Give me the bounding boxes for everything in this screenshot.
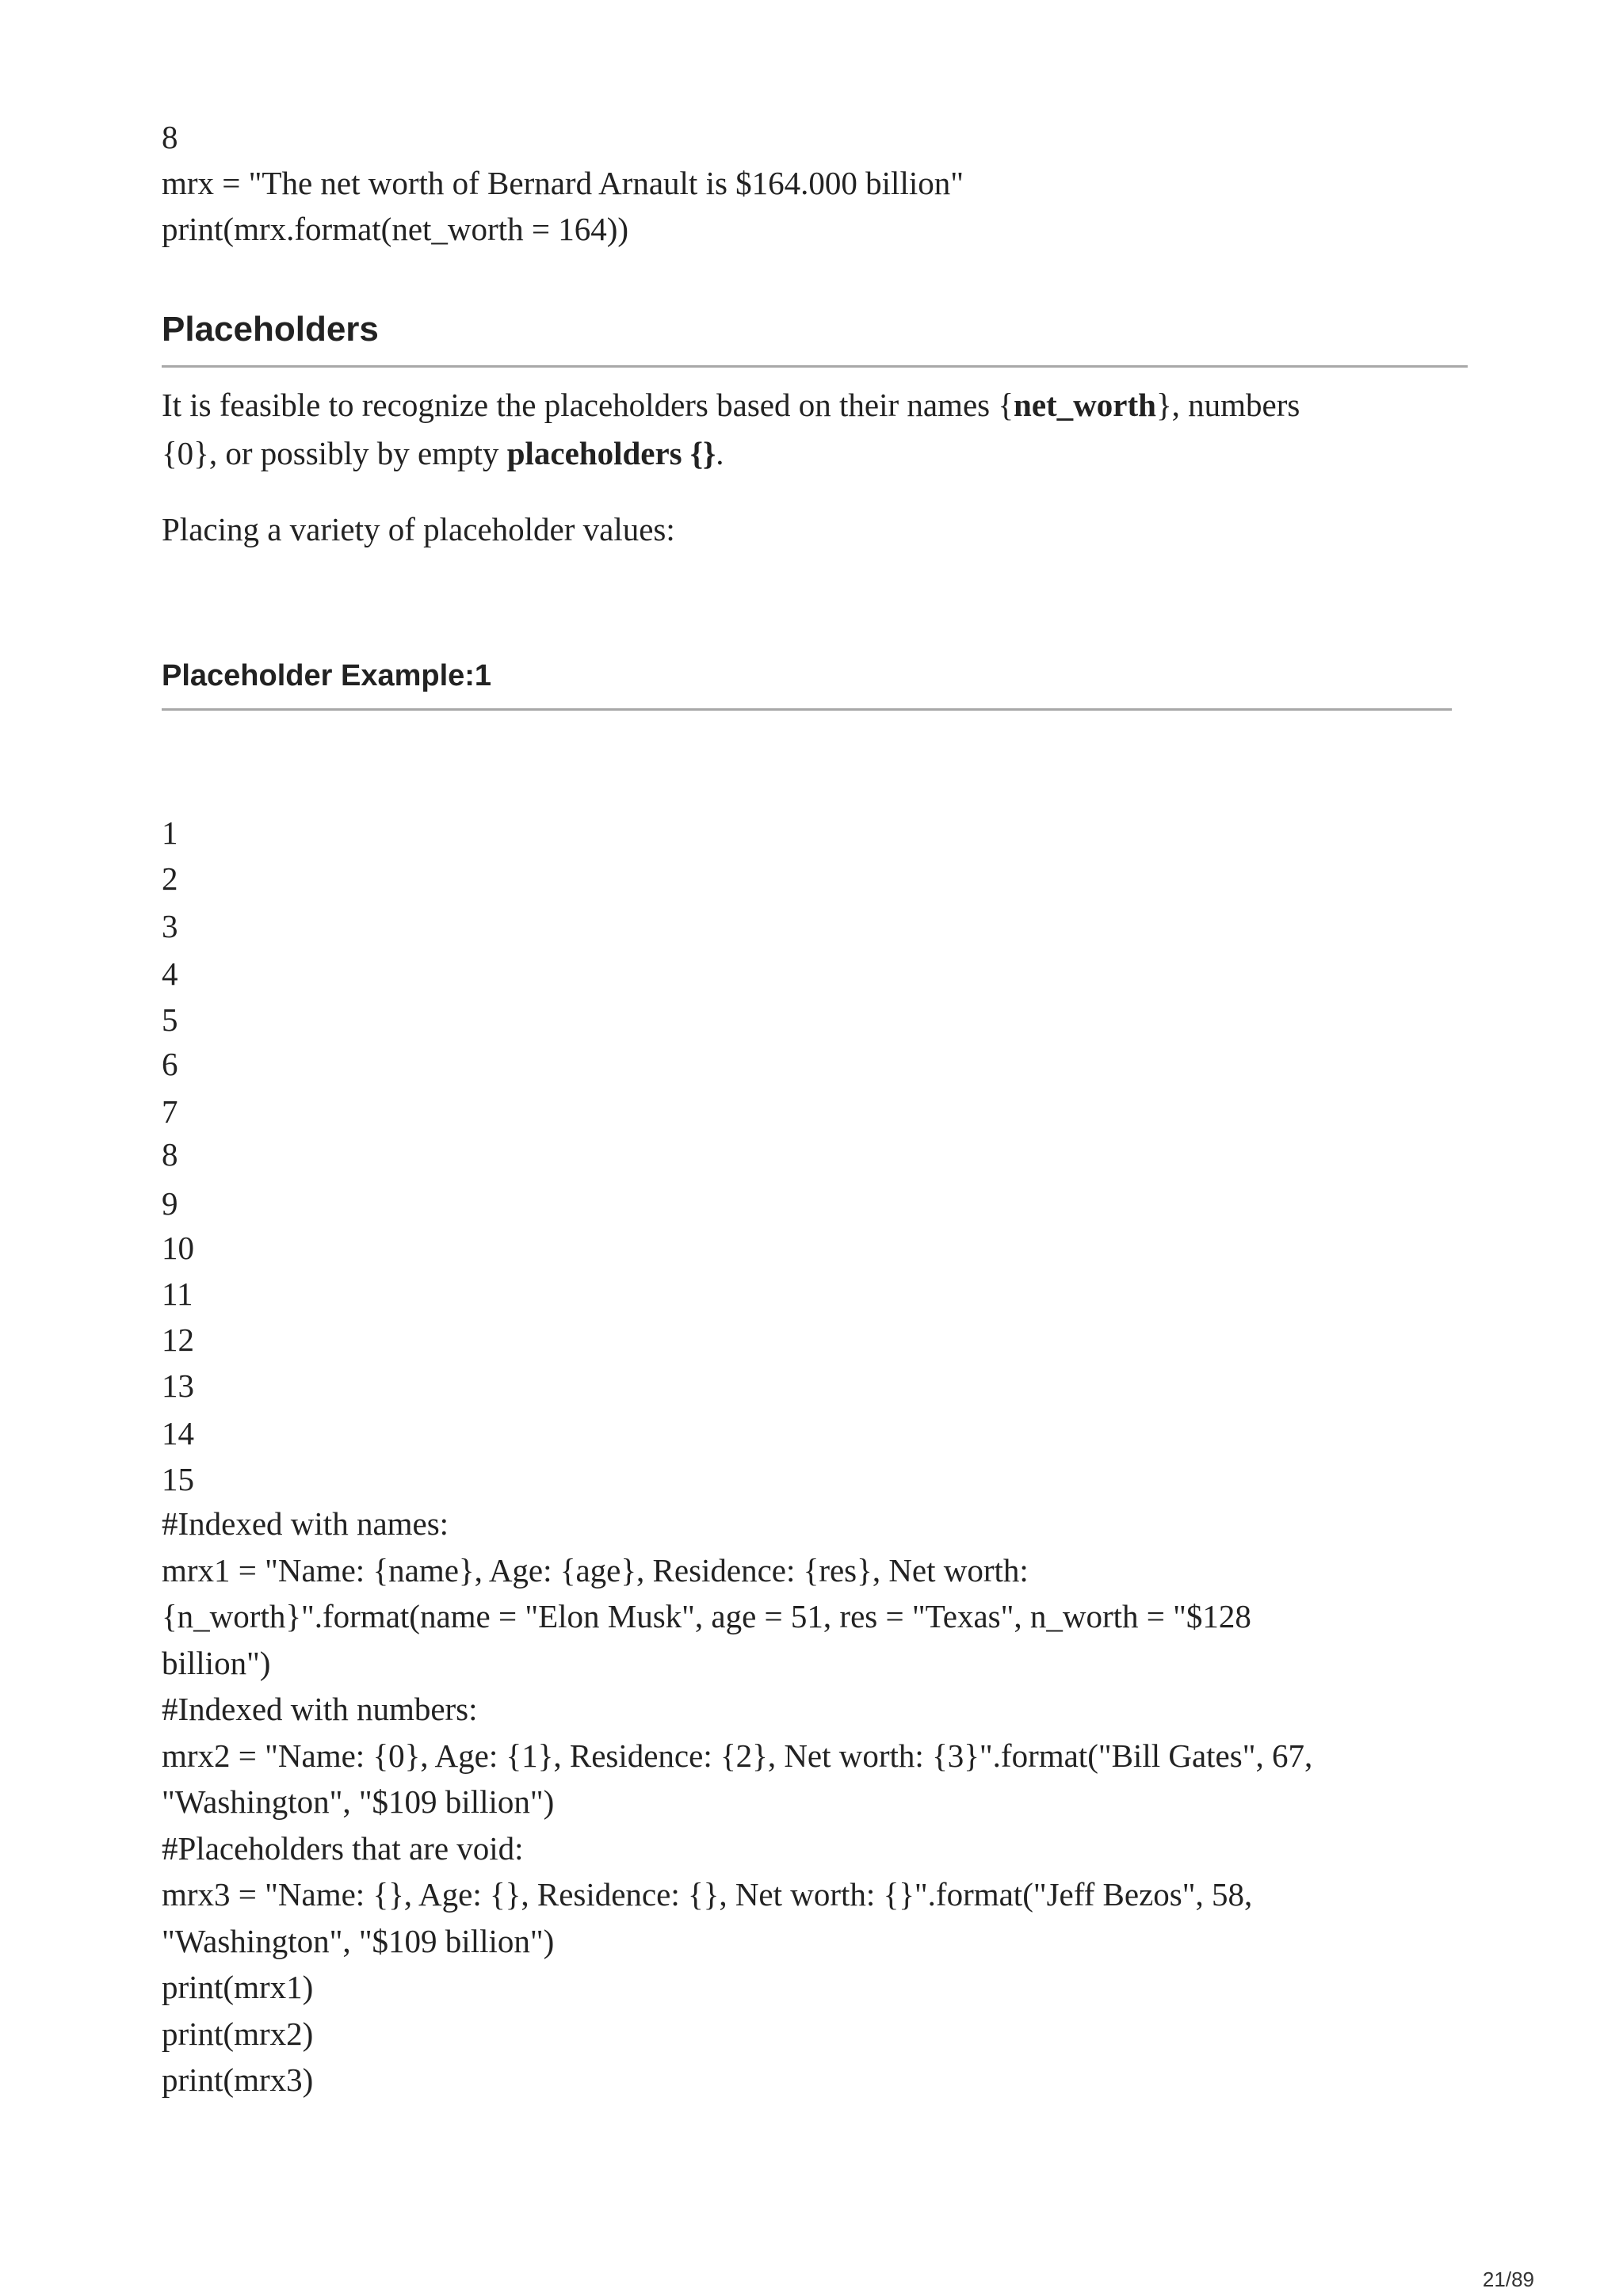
- code-comment: #Placeholders that are void:: [162, 1830, 524, 1867]
- bold-term-net-worth: net_worth: [1014, 387, 1156, 423]
- line-number: 13: [162, 1367, 194, 1404]
- line-number: 1: [162, 814, 178, 851]
- line-number: 6: [162, 1046, 178, 1082]
- bold-term-placeholders: placeholders {}: [506, 435, 716, 471]
- code-line: mrx2 = "Name: {0}, Age: {1}, Residence: {2}, Net worth: {3}".format("Bill Gates", 67,: [162, 1737, 1313, 1774]
- code-line: billion"): [162, 1645, 271, 1681]
- line-number: 15: [162, 1461, 194, 1497]
- line-number: 8: [162, 1136, 178, 1173]
- code-line: mrx = "The net worth of Bernard Arnault is $164.000 billion": [162, 165, 964, 201]
- example-heading: Placeholder Example:1: [162, 659, 492, 692]
- line-number: 12: [162, 1322, 194, 1358]
- paragraph-text: .: [716, 435, 724, 471]
- line-number: 7: [162, 1093, 178, 1130]
- paragraph-text: It is feasible to recognize the placeholders based on their names {: [162, 387, 1014, 423]
- line-number: 9: [162, 1185, 178, 1222]
- code-line: print(mrx.format(net_worth = 164)): [162, 211, 628, 247]
- heading-divider: [162, 365, 1468, 368]
- code-comment: #Indexed with names:: [162, 1505, 449, 1542]
- line-number: 14: [162, 1415, 194, 1451]
- paragraph-line: [162, 382, 1300, 428]
- code-line-number-8: 8: [162, 119, 178, 155]
- paragraph-text: {0}, or possibly by empty: [162, 435, 507, 471]
- paragraph: Placing a variety of placeholder values:: [162, 511, 675, 547]
- code-line: print(mrx1): [162, 1969, 314, 2005]
- line-number: 4: [162, 955, 178, 992]
- code-line: mrx3 = "Name: {}, Age: {}, Residence: {}, Net worth: {}".format("Jeff Bezos", 58,: [162, 1876, 1253, 1913]
- code-comment: #Indexed with numbers:: [162, 1691, 478, 1727]
- code-line: {n_worth}".format(name = "Elon Musk", age = 51, res = "Texas", n_worth = "$128: [162, 1598, 1251, 1634]
- example-divider: [162, 708, 1452, 711]
- code-line: "Washington", "$109 billion"): [162, 1783, 555, 1820]
- page-number: 21/89: [1482, 2267, 1534, 2291]
- code-line: print(mrx3): [162, 2061, 314, 2098]
- section-heading-placeholders: Placeholders: [162, 310, 379, 349]
- paragraph-text: }, numbers: [1155, 387, 1300, 423]
- paragraph-line: [162, 430, 724, 476]
- line-number: 10: [162, 1230, 194, 1266]
- code-line: "Washington", "$109 billion"): [162, 1923, 555, 1959]
- code-line: print(mrx2): [162, 2016, 314, 2052]
- line-number: 11: [162, 1276, 193, 1312]
- line-number: 5: [162, 1001, 178, 1038]
- line-number: 3: [162, 908, 178, 944]
- code-line: mrx1 = "Name: {name}, Age: {age}, Residence: {res}, Net worth:: [162, 1552, 1029, 1589]
- line-number: 2: [162, 860, 178, 897]
